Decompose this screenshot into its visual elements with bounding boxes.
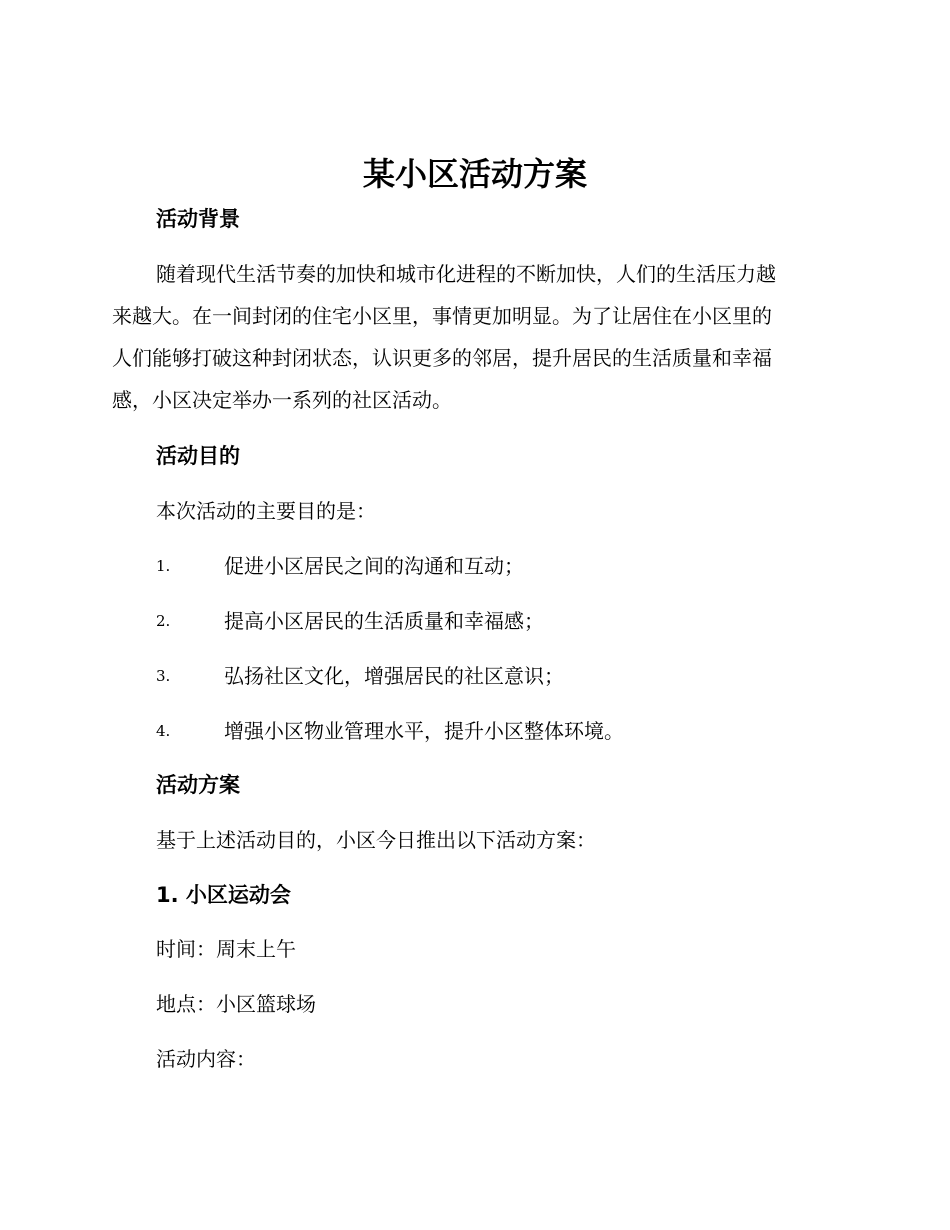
paragraph-line: 感，小区决定举办一系列的社区活动。 [112, 388, 452, 412]
list-item-number: 4. [156, 722, 171, 740]
list-item-number: 2. [156, 612, 171, 630]
paragraph-line: 来越大。在一间封闭的住宅小区里，事情更加明显。为了让居住在小区里的 [112, 304, 772, 328]
plan-time: 时间：周末上午 [156, 937, 296, 961]
plan-place: 地点：小区篮球场 [156, 992, 316, 1016]
list-item-text: 促进小区居民之间的沟通和互动； [224, 554, 524, 578]
list-item [156, 661, 836, 691]
background-paragraph [112, 253, 832, 421]
paragraph-line: 随着现代生活节奏的加快和城市化进程的不断加快，人们的生活压力越 [156, 262, 776, 286]
list-item [156, 716, 836, 746]
section-heading-plan: 活动方案 [156, 773, 240, 797]
list-item-text: 增强小区物业管理水平，提升小区整体环境。 [224, 719, 624, 743]
list-item-text: 提高小区居民的生活质量和幸福感； [224, 609, 544, 633]
plan-content-label: 活动内容： [156, 1047, 256, 1071]
list-item-text: 弘扬社区文化，增强居民的社区意识； [224, 664, 564, 688]
paragraph-line: 人们能够打破这种封闭状态，认识更多的邻居，提升居民的生活质量和幸福 [112, 346, 772, 370]
plan-intro: 基于上述活动目的，小区今日推出以下活动方案： [156, 828, 596, 852]
list-item-number: 3. [156, 667, 171, 685]
document-title: 某小区活动方案 [362, 155, 587, 193]
section-heading-background: 活动背景 [156, 207, 240, 231]
list-item [156, 551, 836, 581]
section-heading-purpose: 活动目的 [156, 444, 240, 468]
purpose-intro: 本次活动的主要目的是： [156, 499, 376, 523]
list-item-number: 1. [156, 557, 171, 575]
sub-heading-sports-meet: 1. 小区运动会 [156, 883, 291, 907]
list-item [156, 606, 836, 636]
